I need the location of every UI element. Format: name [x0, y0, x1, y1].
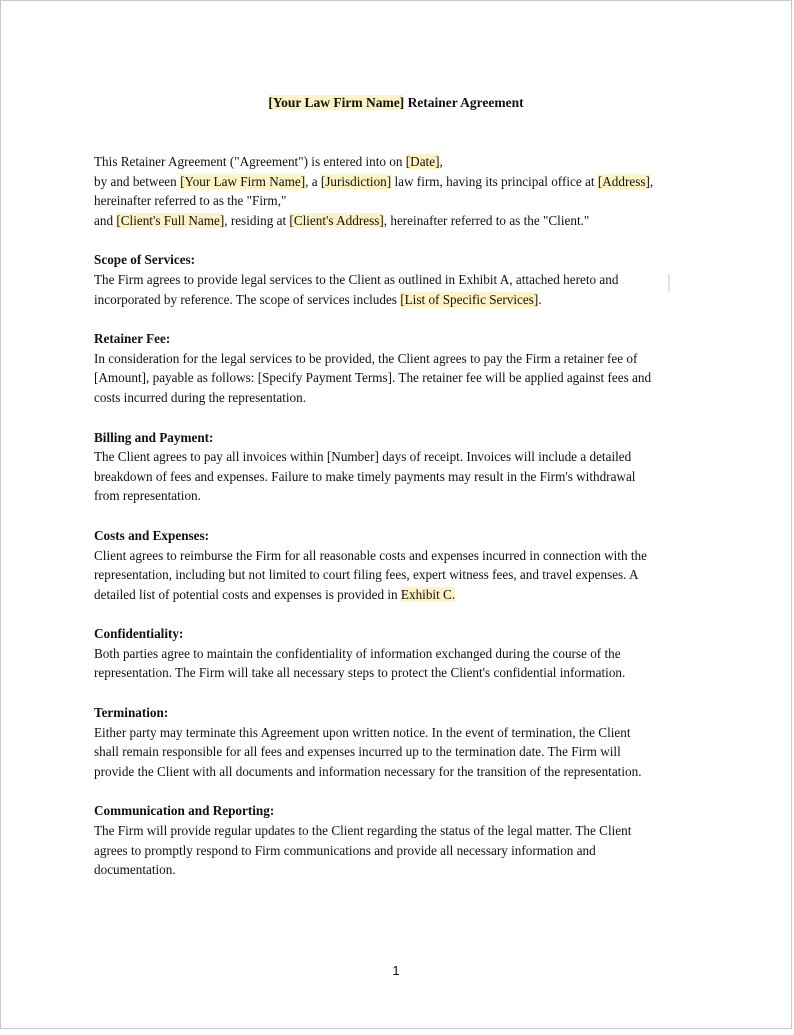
- section-line: from representation.: [94, 488, 201, 504]
- intro-text: , residing at: [224, 212, 290, 228]
- intro-text: , a: [305, 173, 321, 189]
- title-text: Retainer Agreement: [404, 95, 524, 110]
- section-line: Client agrees to reimburse the Firm for all reasonable costs and expenses incurred in connection with the: [94, 547, 647, 563]
- section-line: [94, 585, 706, 605]
- section-line: breakdown of fees and expenses. Failure to make timely payments may result in the Firm's withdrawal: [94, 468, 636, 484]
- billing-section: [94, 428, 706, 506]
- firm-name-placeholder[interactable]: [Your Law Firm Name]: [180, 173, 306, 189]
- confidentiality-section: [94, 624, 706, 683]
- section-text: detailed list of potential costs and expenses is provided in: [94, 586, 401, 602]
- section-line: The Firm agrees to provide legal services to the Client as outlined in Exhibit A, attached hereto and: [94, 271, 619, 287]
- intro-text: law firm, having its principal office at: [391, 173, 598, 189]
- intro-paragraph: [94, 152, 706, 230]
- section-line: The Client agrees to pay all invoices within [Number] days of receipt. Invoices will include a detailed: [94, 449, 632, 465]
- intro-text: ,: [649, 173, 654, 189]
- section-line: [94, 290, 706, 310]
- section-heading: Costs and Expenses:: [94, 527, 210, 543]
- section-heading: Retainer Fee:: [94, 331, 171, 347]
- address-placeholder[interactable]: [Address]: [597, 173, 650, 189]
- section-text: .: [538, 291, 542, 307]
- intro-line: [94, 172, 706, 192]
- section-heading: Communication and Reporting:: [94, 803, 275, 819]
- intro-text: This Retainer Agreement ("Agreement") is entered into on: [94, 154, 406, 169]
- section-line: agrees to promptly respond to Firm communications and provide all necessary information and: [94, 842, 596, 858]
- section-line: In consideration for the legal services to be provided, the Client agrees to pay the Firm a retainer fee of: [94, 350, 638, 366]
- intro-text: ,: [439, 154, 443, 169]
- document-body: [94, 152, 706, 880]
- section-line: Either party may terminate this Agreement upon written notice. In the event of termination, the Client: [94, 724, 631, 740]
- section-line: documentation.: [94, 862, 176, 878]
- scope-section: [94, 250, 706, 309]
- services-placeholder[interactable]: [List of Specific Services]: [400, 291, 539, 307]
- retainer-section: [94, 329, 706, 407]
- section-line: Both parties agree to maintain the confidentiality of information exchanged during the course of the: [94, 645, 621, 661]
- section-line: costs incurred during the representation.: [94, 389, 307, 405]
- page-number: 1: [392, 963, 400, 978]
- termination-section: [94, 703, 706, 781]
- section-line: The Firm will provide regular updates to the Client regarding the status of the legal matter. The Client: [94, 823, 632, 839]
- costs-section: [94, 526, 706, 604]
- section-heading: Termination:: [94, 705, 169, 721]
- jurisdiction-placeholder[interactable]: [Jurisdiction]: [320, 173, 392, 189]
- client-address-placeholder[interactable]: [Client's Address]: [289, 212, 384, 228]
- intro-text: by and between: [94, 173, 181, 189]
- client-name-placeholder[interactable]: [Client's Full Name]: [116, 212, 225, 228]
- section-line: provide the Client with all documents and information necessary for the transition of the representation.: [94, 763, 642, 779]
- section-line: shall remain responsible for all fees and expenses incurred up to the termination date. The Firm will: [94, 744, 621, 760]
- exhibit-c-placeholder[interactable]: Exhibit C.: [400, 586, 456, 602]
- section-line: [Amount], payable as follows: [Specify Payment Terms]. The retainer fee will be applied against fees and: [94, 370, 652, 386]
- intro-text: and: [94, 212, 117, 228]
- section-line: representation. The Firm will take all necessary steps to protect the Client's confidential information.: [94, 665, 626, 681]
- intro-line: [94, 211, 706, 231]
- section-line: representation, including but not limited to court filing fees, expert witness fees, and travel expenses. A: [94, 567, 639, 583]
- section-text: incorporated by reference. The scope of services includes: [94, 291, 401, 307]
- intro-line: [94, 152, 706, 172]
- communication-section: [94, 801, 706, 879]
- document-title: [1, 93, 791, 113]
- section-heading: Scope of Services:: [94, 252, 196, 268]
- title-placeholder[interactable]: [Your Law Firm Name]: [268, 95, 405, 110]
- section-heading: Confidentiality:: [94, 626, 184, 642]
- date-placeholder[interactable]: [Date]: [405, 154, 440, 169]
- intro-line: hereinafter referred to as the "Firm,": [94, 193, 287, 209]
- intro-text: , hereinafter referred to as the "Client.": [383, 212, 590, 228]
- section-heading: Billing and Payment:: [94, 429, 214, 445]
